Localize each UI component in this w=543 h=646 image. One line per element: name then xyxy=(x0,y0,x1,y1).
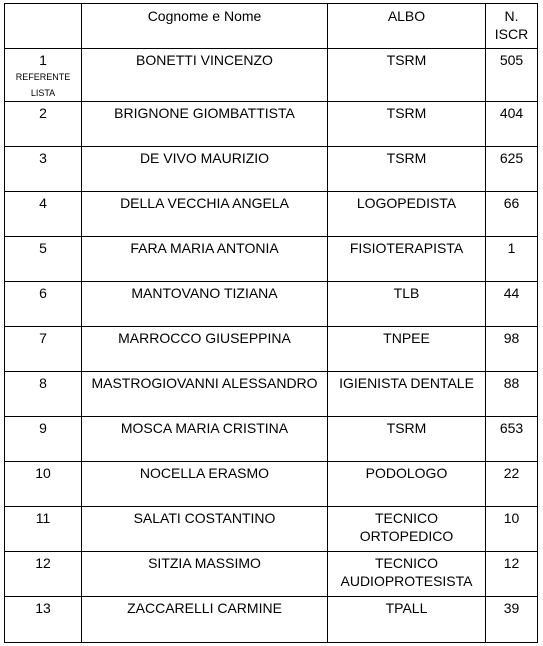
table-row xyxy=(5,507,538,552)
row-number-cell xyxy=(5,49,82,102)
albo-cell: TSRM xyxy=(328,102,486,147)
table-header xyxy=(5,4,538,49)
table-row xyxy=(5,327,538,372)
table-row xyxy=(5,552,538,597)
name-cell: MASTROGIOVANNI ALESSANDRO xyxy=(82,372,328,417)
iscr-cell: 66 xyxy=(486,192,538,237)
name-cell: BONETTI VINCENZO xyxy=(82,49,328,102)
albo-cell: TECNICO AUDIOPROTESISTA xyxy=(328,552,486,597)
iscr-cell: 625 xyxy=(486,147,538,192)
albo-cell: TSRM xyxy=(328,49,486,102)
name-cell: DELLA VECCHIA ANGELA xyxy=(82,192,328,237)
table-row xyxy=(5,237,538,282)
iscr-cell: 98 xyxy=(486,327,538,372)
table-row xyxy=(5,192,538,237)
row-number-cell: 11 xyxy=(5,507,82,552)
table-row xyxy=(5,462,538,507)
row-number-cell: 7 xyxy=(5,327,82,372)
name-cell: SITZIA MASSIMO xyxy=(82,552,328,597)
name-cell: MARROCCO GIUSEPPINA xyxy=(82,327,328,372)
name-cell: ZACCARELLI CARMINE xyxy=(82,597,328,643)
iscr-cell: 22 xyxy=(486,462,538,507)
name-cell: MOSCA MARIA CRISTINA xyxy=(82,417,328,462)
iscr-cell: 404 xyxy=(486,102,538,147)
row-number-cell: 3 xyxy=(5,147,82,192)
albo-cell: TNPEE xyxy=(328,327,486,372)
albo-cell: TSRM xyxy=(328,417,486,462)
header-albo: ALBO xyxy=(328,4,486,49)
header-name: Cognome e Nome xyxy=(82,4,328,49)
table-row xyxy=(5,372,538,417)
name-cell: NOCELLA ERASMO xyxy=(82,462,328,507)
albo-cell: PODOLOGO xyxy=(328,462,486,507)
iscr-cell: 12 xyxy=(486,552,538,597)
albo-cell: LOGOPEDISTA xyxy=(328,192,486,237)
iscr-cell: 653 xyxy=(486,417,538,462)
name-cell: BRIGNONE GIOMBATTISTA xyxy=(82,102,328,147)
name-cell: FARA MARIA ANTONIA xyxy=(82,237,328,282)
albo-cell: TLB xyxy=(328,282,486,327)
header-iscr: N. ISCR xyxy=(486,4,538,49)
albo-cell: FISIOTERAPISTA xyxy=(328,237,486,282)
table-row xyxy=(5,102,538,147)
table-row xyxy=(5,49,538,102)
iscr-cell: 10 xyxy=(486,507,538,552)
table-row xyxy=(5,282,538,327)
albo-cell: TSRM xyxy=(328,147,486,192)
name-cell: DE VIVO MAURIZIO xyxy=(82,147,328,192)
row-number: 1 xyxy=(39,52,47,68)
header-row xyxy=(5,4,538,49)
table-body xyxy=(5,49,538,643)
iscr-cell: 39 xyxy=(486,597,538,643)
candidate-list-table xyxy=(4,3,538,643)
table-row xyxy=(5,417,538,462)
albo-cell: TECNICO ORTOPEDICO xyxy=(328,507,486,552)
row-number-cell: 5 xyxy=(5,237,82,282)
albo-cell: IGIENISTA DENTALE xyxy=(328,372,486,417)
iscr-cell: 1 xyxy=(486,237,538,282)
iscr-cell: 505 xyxy=(486,49,538,102)
row-number-cell: 10 xyxy=(5,462,82,507)
row-number-cell: 6 xyxy=(5,282,82,327)
row-number-cell: 4 xyxy=(5,192,82,237)
table-row xyxy=(5,147,538,192)
header-number xyxy=(5,4,82,49)
name-cell: MANTOVANO TIZIANA xyxy=(82,282,328,327)
row-number-cell: 12 xyxy=(5,552,82,597)
referente-note: REFERENTE LISTA xyxy=(15,72,71,98)
row-number-cell: 2 xyxy=(5,102,82,147)
row-number-cell: 8 xyxy=(5,372,82,417)
iscr-cell: 88 xyxy=(486,372,538,417)
iscr-cell: 44 xyxy=(486,282,538,327)
albo-cell: TPALL xyxy=(328,597,486,643)
name-cell: SALATI COSTANTINO xyxy=(82,507,328,552)
row-number-cell: 13 xyxy=(5,597,82,643)
row-number-cell: 9 xyxy=(5,417,82,462)
table-row xyxy=(5,597,538,643)
